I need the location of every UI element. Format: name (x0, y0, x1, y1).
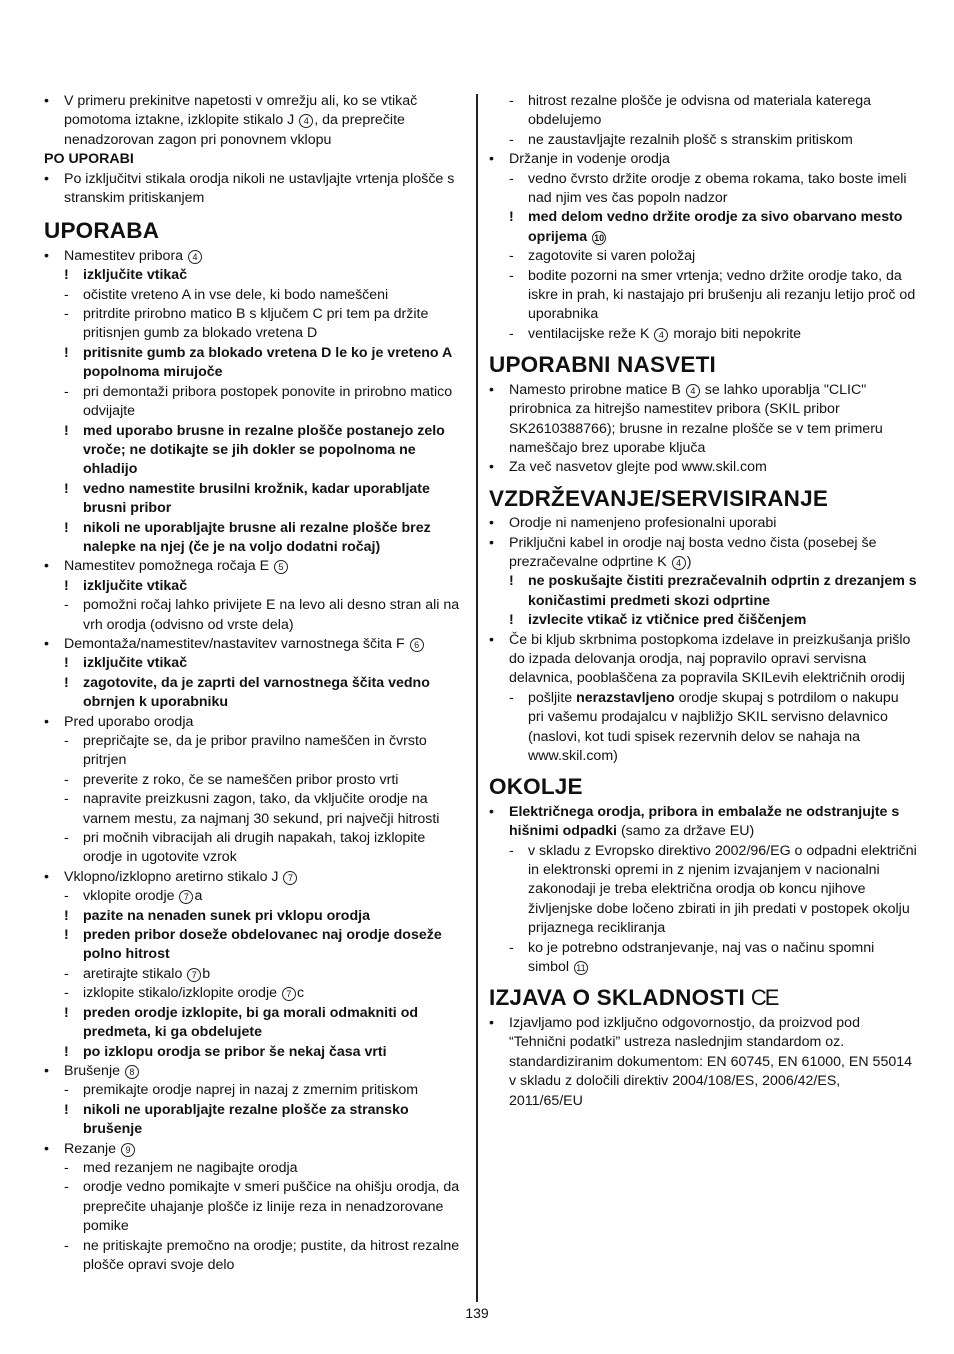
bullet-marker: • (489, 803, 494, 820)
text-run: hitrost rezalne plošče je odvisna od materiala katerega obdelujemo (528, 93, 872, 129)
warning-marker: ! (64, 927, 69, 944)
text-run: izvlecite vtikač iz vtičnice pred čiščenjem (528, 612, 807, 629)
text-run: med rezanjem ne nagibajte orodja (83, 1159, 298, 1176)
sub-list-item (44, 674, 466, 713)
sub-list-item (489, 131, 917, 150)
sub-list-item (44, 344, 466, 383)
text-run: morajo biti nepokrite (669, 325, 802, 342)
text-run: Namestitev pribora (64, 247, 188, 264)
text-run: ne zaustavljajte rezalnih plošč s stranskim pritiskom (528, 131, 853, 148)
text-run: ventilacijske reže K (528, 325, 654, 342)
sub-list-item (44, 305, 466, 344)
sub-list-item (44, 1043, 466, 1062)
list-item (44, 1140, 466, 1159)
text-run: Orodje ni namenjeno profesionalni uporabi (509, 515, 777, 532)
text-run: Demontaža/namestitev/nastavitev varnostnega ščita F (64, 635, 409, 652)
sub-list-item (489, 842, 917, 939)
text-run: v skladu z Evropsko direktivo 2002/96/EG o odpadni električni in elektronski opremi in z njenim izvajanjem v nacionalni zakonodaji je treba električna orodja ob koncu njihove življenjske dobe ločeno zbirati in jih predati v postopek okolju prijaznega recikliranja (528, 842, 917, 937)
text-run: ko je potrebno odstranjevanje, naj vas o načinu spomni simbol (528, 939, 875, 976)
section-heading (489, 774, 917, 800)
text-run: pri močnih vibracijah ali drugih napakah, takoj izklopite orodje in ugotovite vzrok (83, 830, 426, 866)
dash-marker: - (64, 733, 69, 749)
text-run: med uporabo brusne in rezalne plošče postanejo zelo vroče; ne dotikajte se jih dokler se popolnoma ne ohladijo (83, 422, 445, 478)
text-run: b (202, 965, 211, 982)
figure-ref-number: 6 (410, 638, 424, 652)
text-run: vedno namestite brusilni krožnik, kadar uporabljate brusni pribor (83, 480, 430, 517)
sub-list-item (44, 480, 466, 519)
warning-marker: ! (64, 1101, 69, 1118)
text-run: nikoli ne uporabljajte rezalne plošče za stransko brušenje (83, 1101, 409, 1138)
list-item (44, 170, 466, 209)
sub-list-item (489, 572, 917, 611)
text-run: nikoli ne uporabljajte brusne ali rezalne plošče brez nalepke na njej (če je na voljo dodatni ročaj) (83, 519, 431, 555)
bullet-marker: • (489, 459, 494, 476)
sub-list-item (44, 1101, 466, 1140)
bullet-marker: • (44, 558, 49, 575)
left-column (44, 92, 466, 1275)
subheading (44, 150, 466, 169)
bullet-marker: • (489, 534, 494, 551)
text-run: orodje skupaj s potrdilom o nakupu pri vašemu prodajalcu v najbližjo SKIL servisno delavnico (naslovi, kot tudi spisek rezervnih delov se nahaja na www.skil.com) (528, 689, 899, 764)
sub-list-item (44, 887, 466, 906)
text-run: Držanje in vodenje orodja (509, 151, 670, 168)
sub-list-item (44, 1081, 466, 1100)
text-run: aretirajte stikalo (83, 965, 187, 982)
text-run: Električnega orodja, pribora in embalaže ne odstranjujte s hišnimi odpadki (509, 803, 900, 840)
bullet-marker: • (489, 1014, 494, 1031)
list-item (489, 803, 917, 842)
list-item (44, 1062, 466, 1081)
dash-marker: - (64, 286, 69, 303)
list-item (489, 631, 917, 689)
sub-list-item (44, 654, 466, 673)
warning-marker: ! (509, 573, 514, 590)
bullet-marker: • (44, 93, 49, 109)
sub-list-item (44, 965, 466, 984)
dash-marker: - (509, 689, 514, 706)
text-run: med delom vedno držite orodje za sivo obarvano mesto oprijema (528, 209, 903, 245)
warning-marker: ! (64, 344, 69, 361)
text-run: Če bi kljub skrbnima postopkoma izdelave in preizkušanja prišlo do izpada delovanja orodja, naj popravilo opravi servisna delavnica, pooblaščena za popravila SKILevih električnih orodij (509, 631, 911, 687)
text-run: očistite vreteno A in vse dele, ki bodo nameščeni (83, 286, 389, 303)
warning-marker: ! (64, 267, 69, 284)
figure-ref-number: 4 (188, 250, 202, 264)
text-run: Namestitev pomožnega ročaja E (64, 558, 273, 575)
section-heading-text: IZJAVA O SKLADNOSTI (489, 985, 745, 1011)
text-run: pošljite (528, 689, 577, 706)
text-run: Po izključitvi stikala orodja nikoli ne ustavljajte vrtenja plošče s stranskim pritiskanjem (64, 170, 455, 207)
dash-marker: - (509, 325, 514, 342)
dash-marker: - (64, 383, 69, 400)
dash-marker: - (509, 939, 514, 956)
dash-marker: - (64, 888, 69, 905)
text-run: prepričajte se, da je pribor pravilno nameščen in čvrsto pritrjen (83, 733, 427, 769)
list-item (44, 713, 466, 732)
sub-list-item (44, 383, 466, 422)
sub-list-item (44, 732, 466, 771)
bullet-marker: • (489, 631, 494, 648)
text-run: Za več nasvetov glejte pod www.skil.com (509, 459, 767, 476)
text-run: ne pritiskajte premočno na orodje; pustite, da hitrost rezalne plošče opravi svoje delo (83, 1237, 460, 1273)
dash-marker: - (64, 597, 69, 614)
figure-ref-number: 11 (574, 961, 588, 975)
bullet-marker: • (44, 170, 49, 187)
warning-marker: ! (509, 612, 514, 629)
sub-list-item (44, 266, 466, 285)
warning-marker: ! (64, 422, 69, 439)
text-run: a (194, 888, 203, 905)
sub-list-item (44, 286, 466, 305)
bullet-marker: • (489, 381, 494, 398)
list-item (44, 635, 466, 654)
sub-list-item (44, 771, 466, 790)
dash-marker: - (64, 791, 69, 808)
text-run: izključite vtikač (83, 655, 188, 672)
sub-list-item (489, 92, 917, 131)
figure-ref-number: 9 (121, 1143, 135, 1157)
figure-ref-number: 4 (686, 384, 700, 398)
sub-list-item (489, 247, 917, 266)
text-run: pri demontaži pribora postopek ponovite in prirobno matico odvijajte (83, 383, 453, 420)
sub-list-item (44, 829, 466, 868)
bullet-marker: • (44, 635, 49, 652)
text-run: Brušenje (64, 1062, 124, 1079)
text-run: ) (686, 553, 692, 570)
text-run: po izklopu orodja se pribor še nekaj časa vrti (83, 1043, 387, 1060)
list-item (489, 458, 917, 477)
text-run: nerazstavljeno (576, 689, 675, 706)
text-run: napravite preizkusni zagon, tako, da vključite orodje na varnem mestu, za najmanj 30 sekund, pri največji hitrosti (83, 791, 440, 827)
list-item (489, 514, 917, 533)
dash-marker: - (64, 1159, 69, 1176)
text-run: preden pribor doseže obdelovanec naj orodje doseže polno hitrost (83, 927, 442, 963)
sub-list-item (44, 519, 466, 558)
sub-list-item (489, 170, 917, 209)
text-run: pomožni ročaj lahko privijete E na levo ali desno stran ali na vrh orodja (odvisno od vrste dela) (83, 597, 460, 633)
dash-marker: - (509, 248, 514, 265)
list-item (44, 868, 466, 887)
sub-list-item (44, 577, 466, 596)
figure-ref-number: 7 (179, 890, 193, 904)
sub-list-item (489, 208, 917, 247)
text-run: ne poskušajte čistiti prezračevalnih odprtin z drezanjem s koničastimi predmeti skozi odprtine (528, 573, 917, 609)
list-item (489, 381, 917, 459)
sub-list-item (489, 689, 917, 767)
text-run: bodite pozorni na smer vrtenja; vedno držite orodje tako, da iskre in prah, ki nastajajo pri brušenju ali rezanju letijo proč od uporabnika (528, 267, 916, 323)
dash-marker: - (64, 1237, 69, 1254)
text-run: izključite vtikač (83, 577, 188, 594)
text-run: , da preprečite nenadzorovan zagon pri ponovnem vklopu (64, 112, 405, 148)
text-run: zagotovite, da je zaprti del varnostnega ščita vedno obrnjen k uporabniku (83, 674, 430, 711)
sub-list-item (44, 926, 466, 965)
sub-list-item (44, 1237, 466, 1276)
sub-list-item (44, 984, 466, 1003)
text-run: izklopite stikalo/izklopite orodje (83, 985, 281, 1002)
section-heading (489, 485, 917, 511)
dash-marker: - (64, 830, 69, 847)
text-run: izključite vtikač (83, 267, 188, 284)
bullet-marker: • (44, 868, 49, 885)
dash-marker: - (509, 93, 514, 109)
text-run: pritisnite gumb za blokado vretena D le ko je vreteno A popolnoma mirujoče (83, 344, 452, 381)
text-run: Izjavljamo pod izključno odgovornostjo, da proizvod pod “Tehnični podatki” ustreza naslednjim standardom oz. standardiziranim dokumentom: EN 60745, EN 61000, EN 55014 v skladu z določili direktiv 2004/108/ES, 2006/42/ES, 2011/65/EU (509, 1014, 912, 1109)
dash-marker: - (64, 771, 69, 788)
text-run: Rezanje (64, 1140, 120, 1157)
bullet-marker: • (489, 515, 494, 532)
sub-list-item (44, 790, 466, 829)
text-run: vklopite orodje (83, 888, 179, 905)
ce-mark-icon: CE (750, 985, 778, 1011)
text-run: PO UPORABI (44, 151, 134, 168)
bullet-marker: • (44, 1062, 49, 1079)
list-item (489, 534, 917, 573)
text-run: pritrdite prirobno matico B s ključem C pri tem pa držite pritisnjen gumb za blokado vretena D (83, 306, 429, 342)
section-heading (489, 985, 917, 1011)
bullet-marker: • (489, 151, 494, 168)
sub-list-item (44, 1004, 466, 1043)
dash-marker: - (64, 965, 69, 982)
section-heading-text: UPORABNI NASVETI (489, 352, 716, 378)
sub-list-item (44, 596, 466, 635)
list-item (44, 92, 466, 150)
figure-ref-number: 4 (654, 328, 668, 342)
text-run: (samo za države EU) (617, 823, 755, 840)
sub-list-item (489, 611, 917, 630)
list-item (44, 247, 466, 266)
text-run: pazite na nenaden sunek pri vklopu orodja (83, 907, 370, 924)
sub-list-item (44, 1178, 466, 1236)
text-run: zagotovite si varen položaj (528, 248, 696, 265)
sub-list-item (489, 267, 917, 325)
text-run: se lahko uporablja "CLIC" prirobnica za hitrejšo namestitev pribora (SKIL pribor SK2610388766); brusne in rezalne plošče se v tem primeru nameščajo brez uporabe ključa (509, 381, 883, 456)
figure-ref-number: 4 (672, 556, 686, 570)
dash-marker: - (509, 170, 514, 187)
text-run: c (296, 985, 305, 1002)
sub-list-item (44, 422, 466, 480)
warning-marker: ! (64, 907, 69, 924)
list-item (44, 557, 466, 576)
sub-list-item (489, 939, 917, 978)
list-item (489, 150, 917, 169)
text-run: orodje vedno pomikajte v smeri puščice na ohišju orodja, da preprečite uhajanje plošče iz linije reza in nenadzorovane pomike (83, 1179, 460, 1235)
text-run: preden orodje izklopite, bi ga morali odmakniti od predmeta, ki ga obdelujete (83, 1004, 419, 1041)
figure-ref-number: 7 (282, 987, 296, 1001)
section-heading (44, 218, 466, 244)
text-run: premikajte orodje naprej in nazaj z zmernim pritiskom (83, 1082, 419, 1099)
figure-ref-number: 4 (299, 114, 313, 128)
figure-ref-number: 8 (125, 1065, 139, 1079)
text-run: preverite z roko, če se nameščen pribor prosto vrti (83, 771, 399, 788)
warning-marker: ! (64, 480, 69, 497)
text-run: V primeru prekinitve napetosti v omrežju ali, ko se vtikač pomotoma iztakne, izklopite stikalo J (64, 93, 418, 129)
warning-marker: ! (64, 519, 69, 536)
figure-ref-number: 7 (283, 871, 297, 885)
dash-marker: - (509, 131, 514, 148)
section-heading-text: UPORABA (44, 218, 160, 244)
dash-marker: - (64, 306, 69, 323)
bullet-marker: • (44, 1140, 49, 1157)
text-run: Pred uporabo orodja (64, 713, 194, 730)
text-run: Namesto prirobne matice B (509, 381, 685, 398)
dash-marker: - (64, 985, 69, 1002)
sub-list-item (44, 1159, 466, 1178)
sub-list-item (489, 325, 917, 344)
list-item (489, 1014, 917, 1111)
page-number: 139 (465, 1305, 489, 1321)
warning-marker: ! (64, 674, 69, 691)
dash-marker: - (509, 267, 514, 284)
warning-marker: ! (64, 1043, 69, 1060)
figure-ref-number: 7 (187, 968, 201, 982)
text-run: vedno čvrsto držite orodje z obema rokama, tako boste imeli nad njim ves čas popoln nadzor (528, 170, 907, 207)
warning-marker: ! (64, 1004, 69, 1021)
warning-marker: ! (509, 209, 514, 226)
sub-list-item (44, 907, 466, 926)
dash-marker: - (509, 842, 514, 859)
right-column (489, 92, 917, 1111)
section-heading-text: OKOLJE (489, 774, 583, 800)
section-heading-text: VZDRŽEVANJE/SERVISIRANJE (489, 485, 829, 511)
dash-marker: - (64, 1082, 69, 1099)
figure-ref-number: 5 (274, 560, 288, 574)
dash-marker: - (64, 1179, 69, 1196)
bullet-marker: • (44, 713, 49, 730)
section-heading (489, 352, 917, 378)
text-run: Vklopno/izklopno aretirno stikalo J (64, 868, 283, 885)
column-divider (476, 94, 478, 1302)
bullet-marker: • (44, 247, 49, 264)
warning-marker: ! (64, 655, 69, 672)
warning-marker: ! (64, 577, 69, 594)
text-run: Priključni kabel in orodje naj bosta vedno čista (posebej še prezračevalne odprtine K (509, 534, 877, 570)
figure-ref-number: 10 (594, 232, 605, 243)
